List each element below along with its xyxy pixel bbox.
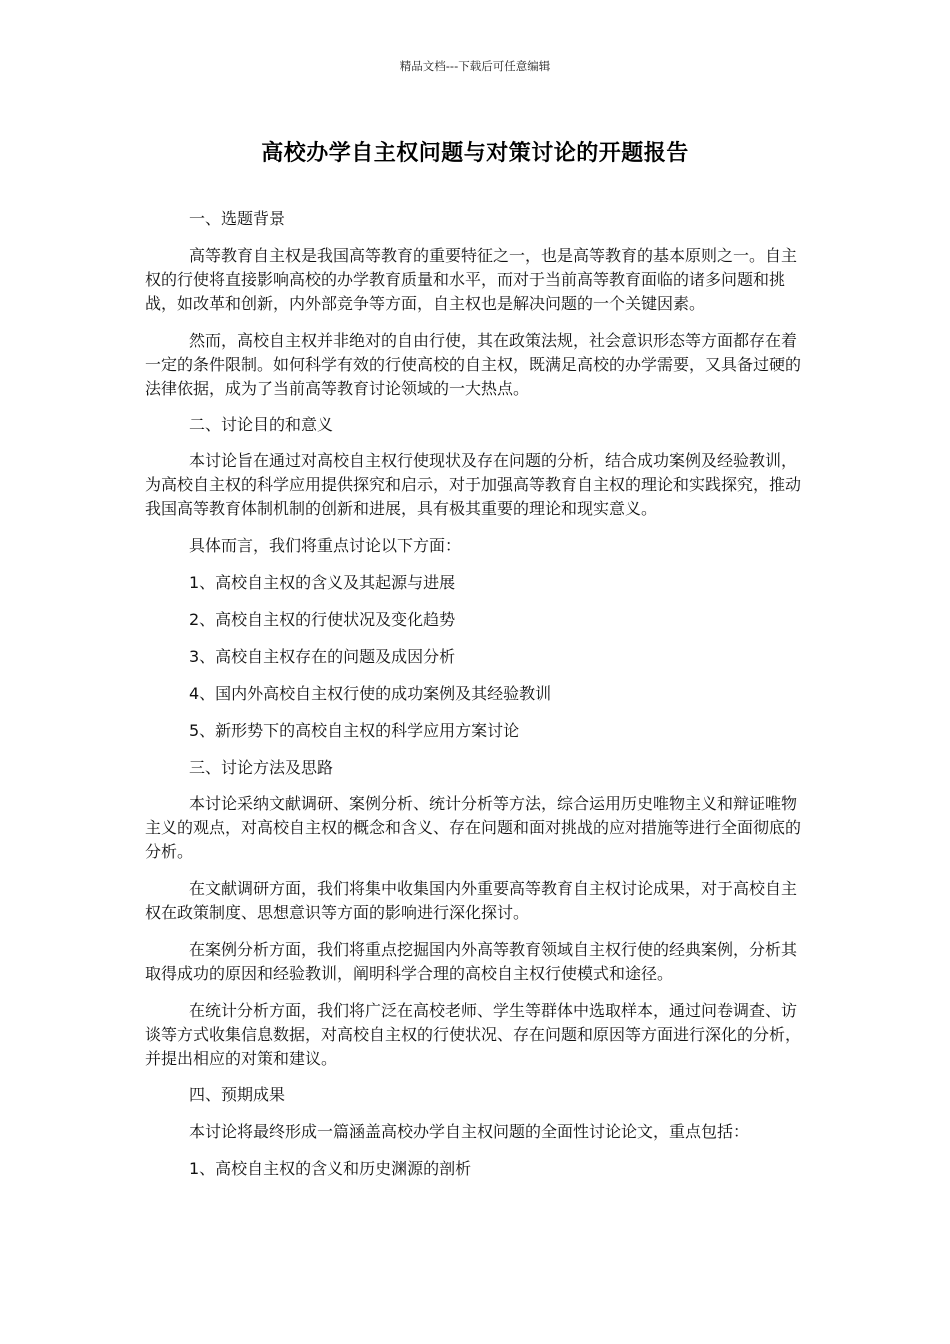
list-item: 1、高校自主权的含义和历史渊源的剖析: [189, 1159, 472, 1178]
paragraph: 然而，高校自主权并非绝对的自由行使，其在政策法规，社会意识形态等方面都存在着一定的条件限制。如何科学有效的行使高校的自主权，既满足高校的办学需要，又具备过硬的法律依据，成为了当前高等教育讨论领域的一大热点。: [145, 331, 802, 398]
list-item: 3、高校自主权存在的问题及成因分析: [189, 647, 456, 666]
paragraph: 本讨论将最终形成一篇涵盖高校办学自主权问题的全面性讨论论文，重点包括：: [189, 1122, 750, 1141]
section-heading-background: 一、选题背景: [189, 209, 286, 228]
document-body: [145, 207, 810, 1181]
paragraph: 高等教育自主权是我国高等教育的重要特征之一，也是高等教育的基本原则之一。自主权的行使将直接影响高校的办学教育质量和水平，而对于当前高等教育面临的诸多问题和挑战，如改革和创新，内外部竞争等方面，自主权也是解决问题的一个关键因素。: [145, 246, 798, 313]
page-header: 精品文档---下载后可任意编辑: [399, 59, 551, 73]
paragraph: 具体而言，我们将重点讨论以下方面：: [189, 536, 462, 555]
section-heading-purpose: 二、讨论目的和意义: [189, 415, 334, 434]
list-item: 2、高校自主权的行使状况及变化趋势: [189, 610, 456, 629]
paragraph: 本讨论旨在通过对高校自主权行使现状及存在问题的分析，结合成功案例及经验教训，为高校自主权的科学应用提供探究和启示，对于加强高等教育自主权的理论和实践探究，推动我国高等教育体制机制的创新和进展，具有极其重要的理论和现实意义。: [145, 451, 802, 518]
document-title: 高校办学自主权问题与对策讨论的开题报告: [261, 141, 689, 166]
section-heading-outcome: 四、预期成果: [189, 1085, 286, 1104]
section-heading-method: 三、讨论方法及思路: [189, 758, 334, 777]
paragraph: 本讨论采纳文献调研、案例分析、统计分析等方法，综合运用历史唯物主义和辩证唯物主义的观点，对高校自主权的概念和含义、存在问题和面对挑战的应对措施等进行全面彻底的分析。: [145, 794, 802, 861]
list-item: 4、国内外高校自主权行使的成功案例及其经验教训: [189, 684, 552, 703]
list-item: 1、高校自主权的含义及其起源与进展: [189, 573, 456, 592]
paragraph: 在文献调研方面，我们将集中收集国内外重要高等教育自主权讨论成果，对于高校自主权在政策制度、思想意识等方面的影响进行深化探讨。: [145, 879, 798, 922]
list-item: 5、新形势下的高校自主权的科学应用方案讨论: [189, 721, 520, 740]
paragraph: 在统计分析方面，我们将广泛在高校老师、学生等群体中选取样本，通过问卷调查、访谈等方式收集信息数据，对高校自主权的行使状况、存在问题和原因等方面进行深化的分析，并提出相应的对策和建议。: [145, 1001, 802, 1068]
paragraph: 在案例分析方面，我们将重点挖掘国内外高等教育领域自主权行使的经典案例，分析其取得成功的原因和经验教训，阐明科学合理的高校自主权行使模式和途径。: [145, 940, 798, 983]
